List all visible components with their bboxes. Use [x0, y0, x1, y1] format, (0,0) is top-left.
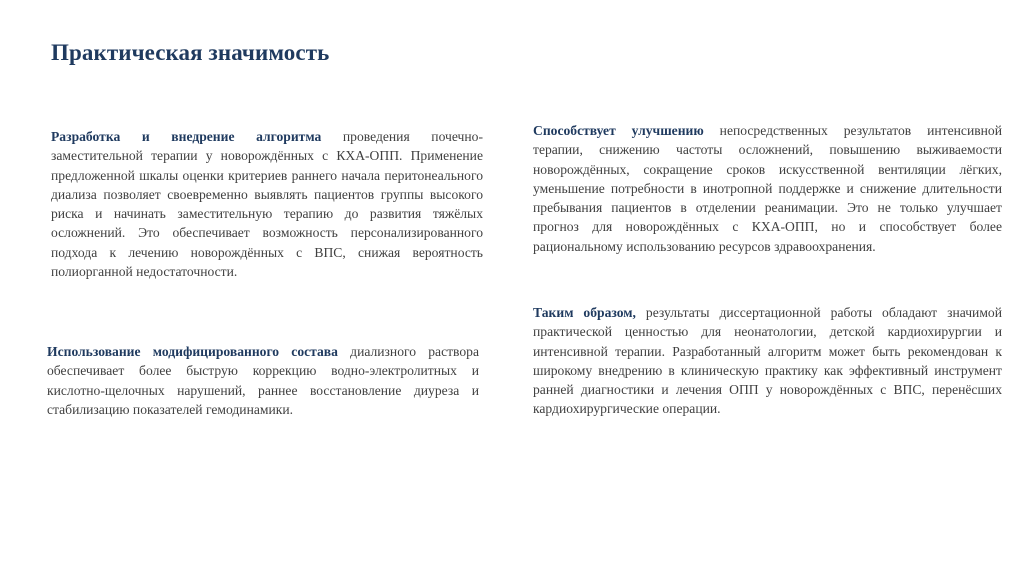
- block-lead: Использование модифицированного состава: [47, 344, 338, 359]
- block-text: проведения почечно-заместительной терапии у новорождённых с КХА-ОПП. Применение предложенной шкалы оценки критериев раннего начала перитонеального диализа позволяет своевременно выявлять пациентов группы высокого риска и начинать заместительную терапию до развития тяжёлых осложнений. Это обеспечивает возможность персонализированного подхода к лечению новорождённых с ВПС, снижая вероятность полиорганной недостаточности.: [51, 129, 483, 280]
- block-text: непосредственных результатов интенсивной терапии, снижению частоты осложнений, повышению выживаемости новорождённых, сокращение сроков искусственной вентиляции лёгких, уменьшение потребности в инотропной поддержке и снижение длительности пребывания пациентов в отделении реанимации. Это не только улучшает прогноз для новорождённых с КХА-ОПП, но и способствует более рациональному использованию ресурсов здравоохранения.: [533, 123, 1002, 254]
- text-block-improvement: [533, 121, 1002, 256]
- block-text: диализного раствора обеспечивает более быструю коррекцию водно-электролитных и кислотно-щелочных нарушений, раннее восстановление диуреза и стабилизацию показателей гемодинамики.: [47, 344, 479, 417]
- text-block-algorithm: [51, 127, 483, 281]
- block-text: результаты диссертационной работы обладают значимой практической ценностью для неонатологии, детской кардиохирургии и интенсивной терапии. Разработанный алгоритм может быть рекомендован к широкому внедрению в клиническую практику как эффективный инструмент ранней диагностики и лечения ОПП у новорождённых с ВПС, перенёсших кардиохирургические операции.: [533, 305, 1002, 417]
- text-block-conclusion: [533, 303, 1002, 419]
- block-lead: Способствует улучшению: [533, 123, 704, 138]
- text-block-dialysis-solution: [47, 342, 479, 419]
- page-title: Практическая значимость: [51, 40, 330, 65]
- block-lead: Таким образом,: [533, 305, 636, 320]
- block-lead: Разработка и внедрение алгоритма: [51, 129, 322, 144]
